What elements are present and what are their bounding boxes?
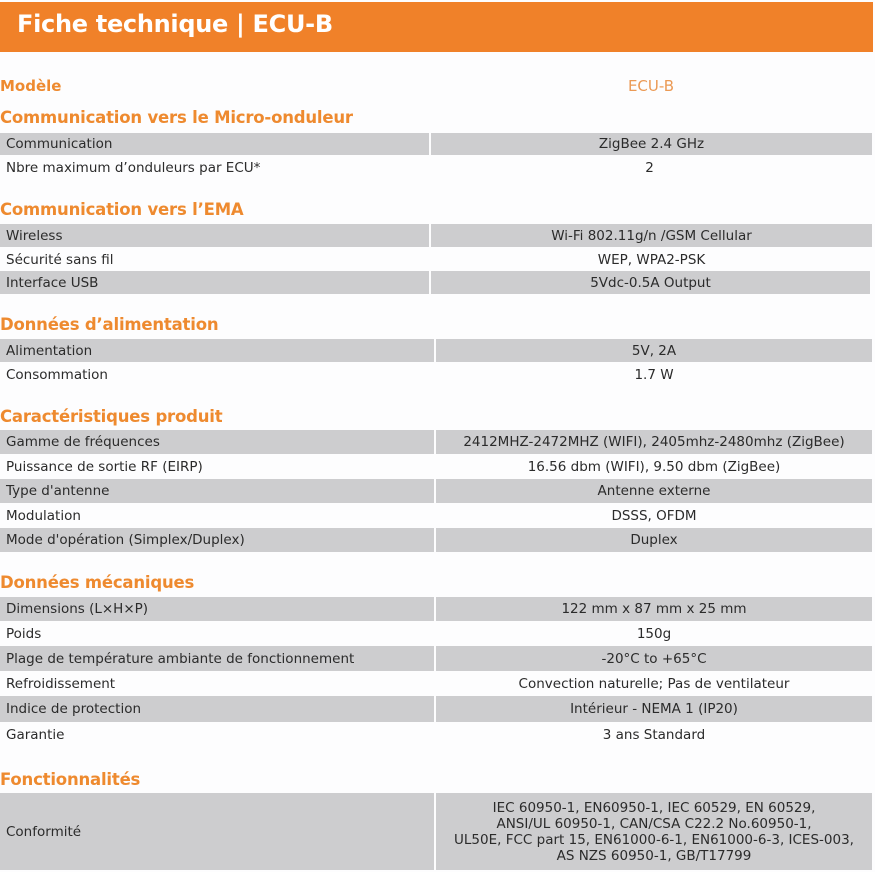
spec-row — [0, 793, 872, 870]
spec-row — [0, 597, 872, 621]
spec-label: Poids — [6, 625, 42, 642]
spec-value: 5Vdc-0.5A Output — [431, 271, 870, 294]
spec-value: Wi-Fi 802.11g/n /GSM Cellular — [431, 224, 872, 247]
spec-row — [0, 671, 872, 696]
spec-row — [0, 479, 872, 503]
spec-value-line: ANSI/UL 60950-1, CAN/CSA C22.2 No.60950-1, — [496, 815, 812, 832]
spec-row — [0, 224, 872, 247]
section-title-communication-ema: Communication vers l’EMA — [0, 200, 244, 219]
spec-value: 5V, 2A — [436, 339, 872, 362]
spec-label: Refroidissement — [6, 675, 116, 692]
spec-label: Modulation — [6, 507, 81, 524]
spec-value: 1.7 W — [634, 367, 674, 383]
spec-label: Nbre maximum d’onduleurs par ECU* — [6, 160, 261, 176]
spec-value: WEP, WPA2-PSK — [597, 251, 706, 268]
spec-row — [0, 271, 872, 294]
spec-label: Consommation — [6, 367, 108, 383]
spec-label: Conformité — [0, 793, 434, 870]
section-title-communication-micro-onduleur: Communication vers le Micro-onduleur — [0, 108, 353, 127]
spec-value: Duplex — [436, 528, 872, 552]
spec-label: Sécurité sans fil — [6, 251, 114, 268]
spec-label: Communication — [0, 133, 429, 155]
spec-row — [0, 248, 872, 271]
section-title-donnees-alimentation: Données d’alimentation — [0, 315, 219, 334]
model-value: ECU-B — [627, 77, 675, 95]
section-title-donnees-mecaniques: Données mécaniques — [0, 573, 195, 592]
spec-value-conformite — [436, 793, 872, 870]
section-title-fonctionnalites: Fonctionnalités — [0, 770, 141, 789]
page-title: Fiche technique | ECU-B — [17, 10, 333, 38]
spec-value: 2412MHZ-2472MHZ (WIFI), 2405mhz-2480mhz (ZigBee) — [436, 430, 872, 454]
spec-row — [0, 363, 872, 387]
spec-row — [0, 696, 872, 722]
page-header — [0, 2, 873, 52]
spec-label: Wireless — [0, 224, 429, 247]
spec-value-line: UL50E, FCC part 15, EN61000-6-1, EN61000-6-3, ICES-003, — [454, 831, 854, 848]
spec-value: Intérieur - NEMA 1 (IP20) — [436, 696, 872, 722]
spec-value: DSSS, OFDM — [611, 507, 697, 524]
spec-label: Indice de protection — [0, 696, 434, 722]
spec-row — [0, 454, 872, 479]
spec-label: Gamme de fréquences — [0, 430, 434, 454]
spec-value: 16.56 dbm (WIFI), 9.50 dbm (ZigBee) — [527, 458, 781, 475]
spec-label: Interface USB — [0, 271, 429, 294]
spec-label: Garantie — [6, 727, 65, 743]
spec-row — [0, 156, 872, 180]
section-title-caracteristiques-produit: Caractéristiques produit — [0, 407, 223, 426]
spec-label: Mode d'opération (Simplex/Duplex) — [0, 528, 434, 552]
spec-row — [0, 646, 872, 671]
spec-row — [0, 621, 872, 646]
spec-value: -20°C to +65°C — [436, 646, 872, 671]
spec-label: Dimensions (L×H×P) — [0, 597, 434, 621]
spec-value-line: AS NZS 60950-1, GB/T17799 — [556, 847, 752, 864]
spec-value: 150g — [636, 625, 672, 642]
spec-row — [0, 503, 872, 528]
spec-row — [0, 430, 872, 454]
spec-label: Puissance de sortie RF (EIRP) — [6, 458, 203, 475]
spec-value: ZigBee 2.4 GHz — [431, 133, 872, 155]
spec-row — [0, 722, 872, 748]
spec-value-line: IEC 60950-1, EN60950-1, IEC 60529, EN 60529, — [492, 799, 816, 816]
model-label: Modèle — [0, 77, 62, 95]
spec-value: Antenne externe — [436, 479, 872, 503]
spec-value: 3 ans Standard — [602, 727, 706, 743]
spec-label: Alimentation — [0, 339, 434, 362]
model-row — [0, 74, 875, 98]
spec-label: Type d'antenne — [0, 479, 434, 503]
spec-value: Convection naturelle; Pas de ventilateur — [518, 675, 790, 692]
spec-label: Plage de température ambiante de fonctionnement — [0, 646, 434, 671]
spec-value: 2 — [645, 160, 654, 176]
spec-row — [0, 133, 872, 155]
spec-value: 122 mm x 87 mm x 25 mm — [436, 597, 872, 621]
spec-row — [0, 528, 872, 552]
spec-row — [0, 339, 872, 362]
